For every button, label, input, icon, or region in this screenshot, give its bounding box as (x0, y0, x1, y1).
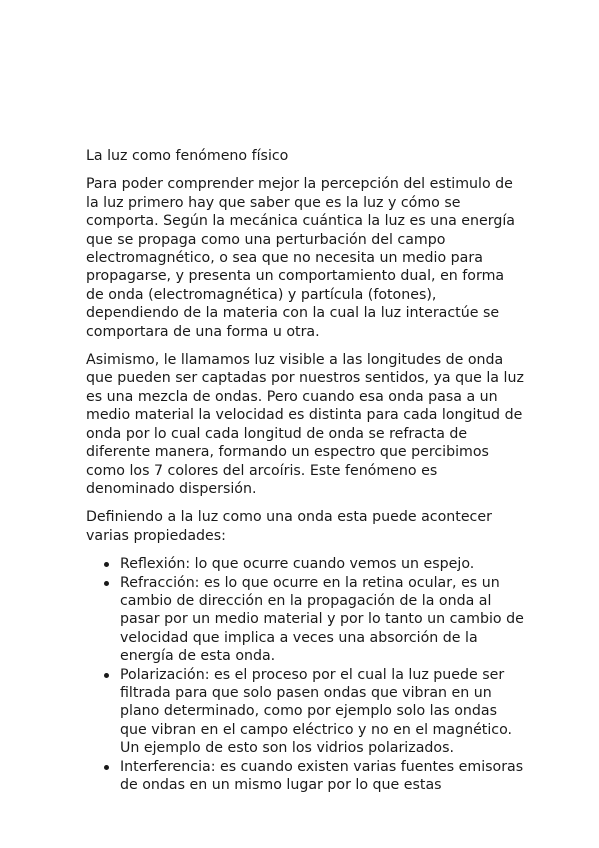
list-item-text: Refracción: es lo que ocurre en la retina ocular, es un cambio de dirección en la propagación de la onda al pasar por un medio material y por lo tanto un cambio de velocidad que implica a veces una absorción de la energía de esta onda. (120, 574, 524, 665)
list-item-refraccion (120, 574, 526, 666)
list-item-reflexion (120, 555, 526, 573)
properties-list (86, 555, 526, 794)
bullet-icon (104, 562, 109, 567)
paragraph-light-definition: Para poder comprender mejor la percepción del estimulo de la luz primero hay que saber que es la luz y cómo se comporta. Según la mecánica cuántica la luz es una energía que se propaga como una perturbación del campo electromagnético, o sea que no necesita un medio para propagarse, y presenta un comportamiento dual, en forma de onda (electromagnética) y partícula (fotones), dependiendo de la materia con la cual la luz interactúe se comportara de una forma u otra. (86, 176, 515, 340)
bullet-icon (104, 673, 109, 678)
paragraph-visible-light: Asimismo, le llamamos luz visible a las longitudes de onda que pueden ser captadas por nuestros sentidos, ya que la luz es una mezcla de ondas. Pero cuando esa onda pasa a un medio material la velocidad es distinta para cada longitud de onda por lo cual cada longitud de onda se refracta de diferente manera, formando un espectro que percibimos como los 7 colores del arcoíris. Este fenómeno es denominado dispersión. (86, 352, 524, 497)
list-item-interferencia (120, 758, 526, 795)
list-item-text: Interferencia: es cuando existen varias fuentes emisoras de ondas en un mismo lugar por lo que estas (120, 758, 524, 793)
list-item-text: Polarización: es el proceso por el cual la luz puede ser filtrada para que solo pasen ondas que vibran en un plano determinado, como por ejemplo solo las ondas que vibran en el campo eléctrico y no en el magnético. Un ejemplo de esto son los vidrios polarizados. (120, 666, 513, 757)
document-page (86, 147, 526, 794)
bullet-icon (104, 765, 109, 770)
list-item-text: Reflexión: lo que ocurre cuando vemos un espejo. (120, 556, 475, 573)
bullet-icon (104, 581, 109, 586)
list-item-polarizacion (120, 666, 526, 758)
paragraph-properties-intro: Definiendo a la luz como una onda esta puede acontecer varias propiedades: (86, 509, 492, 544)
document-title: La luz como fenómeno físico (86, 148, 289, 164)
